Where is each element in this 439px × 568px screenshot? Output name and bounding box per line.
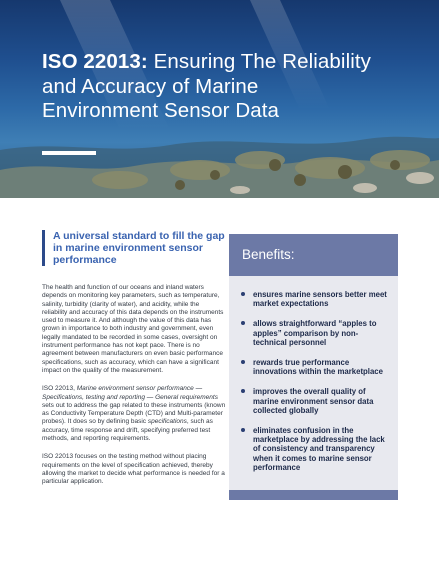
benefit-item: improves the overall quality of marine environment sensor data collected globally bbox=[241, 387, 388, 415]
page-title: ISO 22013: Ensuring The Reliability and Accuracy of Marine Environment Sensor Data bbox=[42, 50, 372, 122]
bullet-icon bbox=[241, 389, 245, 393]
benefits-header: Benefits: bbox=[229, 234, 398, 276]
bullet-icon bbox=[241, 292, 245, 296]
benefit-item: ensures marine sensors better meet market expectations bbox=[241, 290, 388, 308]
bullet-icon bbox=[241, 428, 245, 432]
focus-paragraph: ISO 22013 focuses on the testing method without placing requirements on the level of specification achieved, thereby allowing the market to decide what performance is needed for a particular application. bbox=[42, 453, 225, 486]
section-subheading: A universal standard to fill the gap in marine environment sensor performance bbox=[42, 230, 226, 266]
main-content bbox=[42, 230, 226, 497]
hero-banner bbox=[0, 0, 439, 198]
benefit-item: allows straightforward “apples to apples” comparison by non-technical personnel bbox=[241, 319, 388, 347]
intro-paragraph: The health and function of our oceans and inland waters depends on monitoring key parameters, such as temperature, salinity, turbidity (clarity of water), and acidity, while the reliability and accuracy of this data depends on the instruments used to measure it. And although the value of this data has grown in importance to both industry and government, even legally mandated to be recorded in some cases, oversight on instrument performance has not kept pace. There is no agreement between manufacturers on even basic performance specifications, such as accuracy, which can have a significant impact on the quality of the measurement. bbox=[42, 284, 224, 374]
benefits-list bbox=[229, 276, 398, 472]
title-underline bbox=[42, 151, 96, 155]
standard-paragraph: ISO 22013, Marine environment sensor performance — Specifications, testing and reporting — General requirements sets out to address the gap related to these instruments (known as Conductivity Temperature Depth (CTD) and Multi-parameter probes). It does so by defining basic specifications, such as accuracy, time response and drift, specifying preferred test methods, and reporting requirements. bbox=[42, 385, 226, 443]
benefits-panel bbox=[229, 234, 398, 500]
bullet-icon bbox=[241, 360, 245, 364]
panel-footer-band bbox=[229, 490, 398, 500]
benefit-item: rewards true performance innovations within the marketplace bbox=[241, 358, 388, 376]
benefit-item: eliminates confusion in the marketplace by addressing the lack of consistency and transparency when it comes to marine sensor performance bbox=[241, 426, 388, 472]
bullet-icon bbox=[241, 321, 245, 325]
